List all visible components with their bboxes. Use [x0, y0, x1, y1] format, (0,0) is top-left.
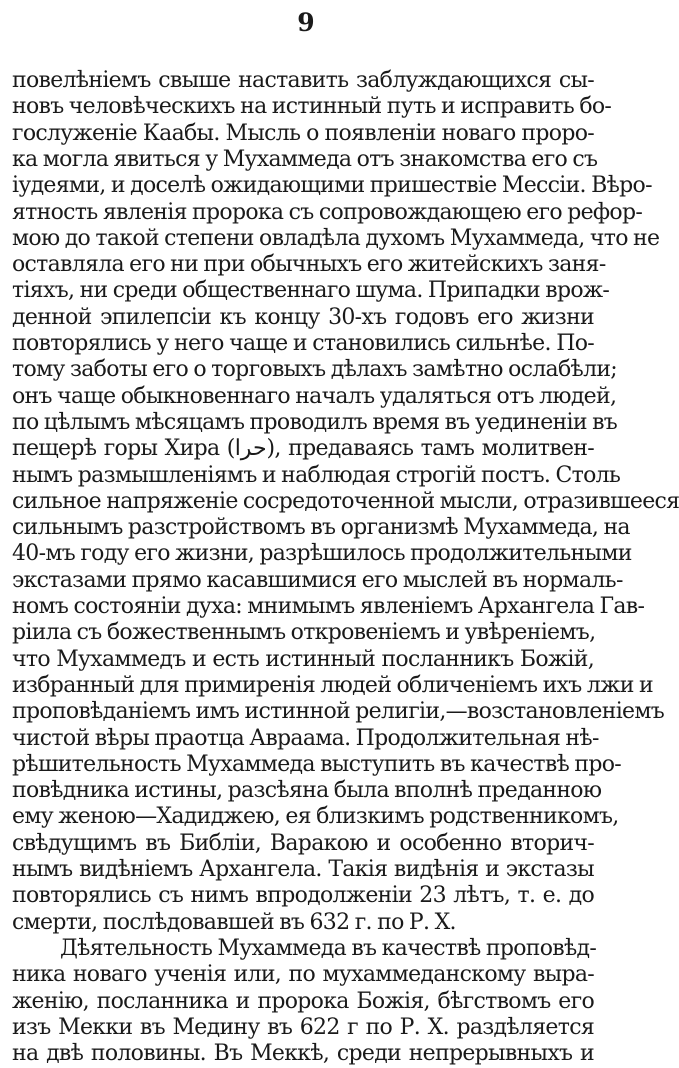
text-line: оставляла его ни при обычныхъ его житейскихъ заня- — [12, 252, 606, 278]
text-line: по цѣлымъ мѣсяцамъ проводилъ время въ уединенiи въ — [12, 409, 618, 435]
text-line: чистой вѣры праотца Авраама. Продолжительная нѣ- — [12, 725, 599, 751]
text-line: тiяхъ, ни среди общественнаго шума. Припадки врож- — [12, 278, 610, 304]
text-line: проповѣданiемъ имъ истинной религiи,—возстановленiемъ — [12, 699, 665, 725]
text-line: сильное напряженiе сосредоточенной мысли, отразившееся — [12, 488, 679, 514]
text-line: повторялись у него чаще и становились сильнѣе. По- — [12, 331, 594, 356]
text-line: повелѣнiемъ свыше наставить заблуждающихся сы- — [12, 68, 594, 93]
text-line: повѣдника истины, разсѣяна была вполнѣ преданною — [12, 778, 602, 804]
text-line: смерти, послѣдовавшей въ 632 г. по Р. Х. — [12, 909, 456, 935]
text-line: тому заботы его о торговыхъ дѣлахъ замѣтно ослабѣли; — [12, 357, 618, 383]
text-line: рiила съ божественнымъ откровенiемъ и увѣренiемъ, — [12, 620, 596, 646]
text-line: на двѣ половины. Въ Меккѣ, среди непрерывныхъ и — [12, 1041, 594, 1067]
text-line: экстазами прямо касавшимися его мыслей въ нормаль- — [12, 567, 623, 593]
text-line: избранный для примиренiя людей обличенiемъ ихъ лжи и — [12, 672, 653, 698]
text-line: свѣдущимъ въ Библiи, Варакою и особенно вторич- — [12, 830, 594, 856]
text-line: онъ чаще обыкновеннаго началъ удаляться отъ людей, — [12, 383, 617, 409]
text-line: рѣшительность Мухаммеда выступить въ качествѣ про- — [12, 751, 622, 777]
text-line: нымъ видѣнiемъ Архангела. Такiя видѣнiя и экстазы — [12, 857, 594, 882]
text-line: денной эпилепсiи къ концу 30-хъ годовъ его жизни — [12, 304, 594, 330]
text-line: пещерѣ горы Хира (حرا), предаваясь тамъ молитвен- — [12, 436, 594, 462]
text-line: сильнымъ разстройствомъ въ организмѣ Мухаммеда, на — [12, 515, 630, 541]
text-line: 40-мъ году его жизни, разрѣшилось продолжительными — [12, 541, 632, 567]
text-line: ника новаго ученiя или, по мухаммеданскому выра- — [12, 962, 594, 988]
page-number: 9 — [297, 8, 315, 37]
text-line: нымъ размышленiямъ и наблюдая строгiй постъ. Столь — [12, 462, 621, 488]
text-line: Дѣятельность Мухаммеда въ качествѣ проповѣд- — [60, 935, 597, 961]
text-line: мою до такой степени овладѣла духомъ Мухаммеда, что не — [12, 225, 660, 251]
text-line: гослуженiе Каабы. Мысль о появленiи новаго проро- — [12, 120, 594, 146]
text-line: ятность явленiя пророка съ сопровождающею его рефор- — [12, 199, 643, 225]
text-line: iудеями, и доселѣ ожидающими пришествiе Мессiи. Вѣро- — [12, 173, 652, 199]
text-line: ка могла явиться у Мухаммеда отъ знакомства его съ — [12, 146, 598, 172]
text-line: номъ состоянiи духа: мнимымъ явленiемъ Архангела Гав- — [12, 594, 645, 619]
text-line: что Мухаммедъ и есть истинный посланникъ Божiй, — [12, 646, 594, 672]
text-line: новъ человѣческихъ на истинный путь и исправить бо- — [12, 94, 612, 120]
text-line: повторялись съ нимъ впродолженiи 23 лѣтъ, т. е. до — [12, 883, 594, 909]
text-line: изъ Мекки въ Медину въ 622 г по Р. Х. раздѣляется — [12, 1014, 594, 1040]
text-line: ему женою—Хадиджею, ея близкимъ родственникомъ, — [12, 804, 619, 830]
text-line: женiю, посланника и пророка Божiя, бѣгствомъ его — [12, 988, 594, 1014]
